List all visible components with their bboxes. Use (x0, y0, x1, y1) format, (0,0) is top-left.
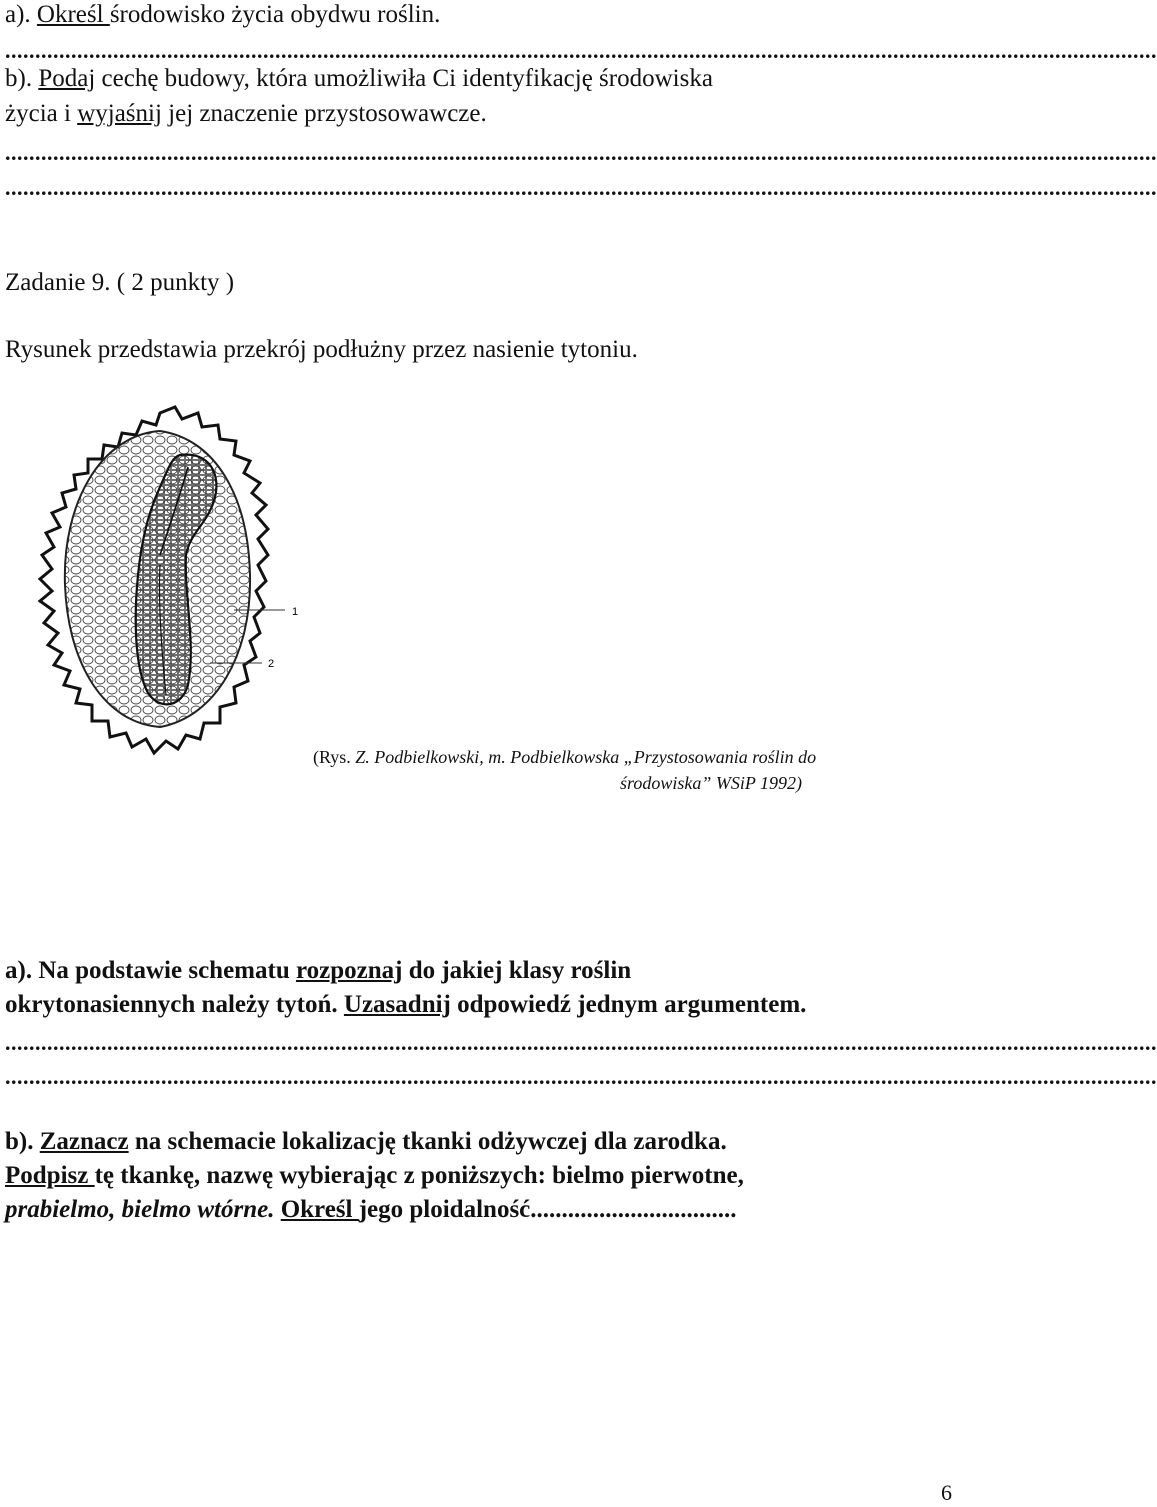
q9a-line-2 (5, 990, 806, 1020)
q9a-text-2a: okrytonasiennych należy tytoń. (5, 991, 344, 1018)
q8b-text-2b: jej znaczenie przystosowawcze. (161, 100, 487, 127)
q9b-line-1 (5, 1127, 727, 1157)
q9b-text-3: jego ploidalność (358, 1196, 531, 1223)
q9a-verb: rozpoznaj (295, 957, 403, 984)
figure-label-1: 1 (292, 606, 299, 618)
q9a-verb-2: Uzasadnij (343, 991, 451, 1018)
q9b-text-1: na schemacie lokalizację tkanki odżywczej dla zarodka. (128, 1128, 727, 1155)
seed-drawing (10, 405, 315, 765)
answer-dots-line: ................................................................................................................................................................................................ (5, 1064, 1157, 1089)
q8b-line-2 (5, 99, 487, 129)
answer-dots-line: ................................................................................................................................................................................................ (5, 38, 1157, 63)
q9b-prefix: b). (5, 1128, 40, 1155)
q9b-verb-3: Określ (280, 1196, 359, 1223)
task-9-intro: Rysunek przedstawia przekrój podłużny przez nasienie tytoniu. (5, 336, 638, 363)
q9b-text-2: tę tkankę, nazwę wybierając z poniższych: bielmo pierwotne, (94, 1162, 744, 1189)
q8a-verb: Określ (36, 1, 110, 28)
q9a-line-1 (5, 956, 631, 986)
q8a-prefix: a). (5, 1, 37, 28)
q8b-text-1: cechę budowy, która umożliwiła Ci identyfikację środowiska (95, 65, 713, 92)
answer-dots-line: ................................................................................................................................................................................................ (5, 175, 1157, 200)
q9b-verb: Zaznacz (39, 1128, 129, 1155)
q9a-text-1: do jakiej klasy roślin (402, 957, 632, 984)
page-number: 6 (941, 1480, 952, 1505)
q9b-options: prabielmo, bielmo wtórne. (5, 1196, 275, 1223)
q8b-text-2a: życia i (5, 100, 78, 127)
caption-source: Z. Podbielkowski, m. Podbielkowska „Przystosowania roślin do (355, 747, 817, 767)
caption-prefix: (Rys. (313, 747, 356, 767)
q9a-text-2b: odpowiedź jednym argumentem. (450, 991, 807, 1018)
q9b-line-2 (5, 1161, 744, 1191)
task-9-title: Zadanie 9. ( 2 punkty ) (5, 269, 235, 296)
answer-dots-line: ................................................................................................................................................................................................ (5, 140, 1157, 165)
q8b-line-1 (5, 64, 713, 94)
figure-caption-line-2: środowiska” WSiP 1992) (620, 773, 803, 793)
q8a-line (5, 0, 440, 30)
q9b-line-3 (5, 1195, 737, 1225)
q8b-verb-2: wyjaśnij (77, 100, 162, 127)
q9a-prefix: a). Na podstawie schematu (5, 957, 296, 984)
q8a-text: środowisko życia obydwu roślin. (109, 1, 441, 28)
figure-label-2: 2 (268, 658, 275, 670)
answer-dots-line: ................................................................................................................................................................................................ (5, 1030, 1157, 1055)
q8b-verb: Podaj (38, 65, 96, 92)
figure-caption-line-1 (313, 746, 816, 768)
q8b-prefix: b). (5, 65, 39, 92)
q9b-verb-2: Podpisz (5, 1162, 95, 1189)
seed-cross-section-figure (10, 405, 315, 765)
q9b-answer-dots: ................................. (530, 1196, 737, 1223)
